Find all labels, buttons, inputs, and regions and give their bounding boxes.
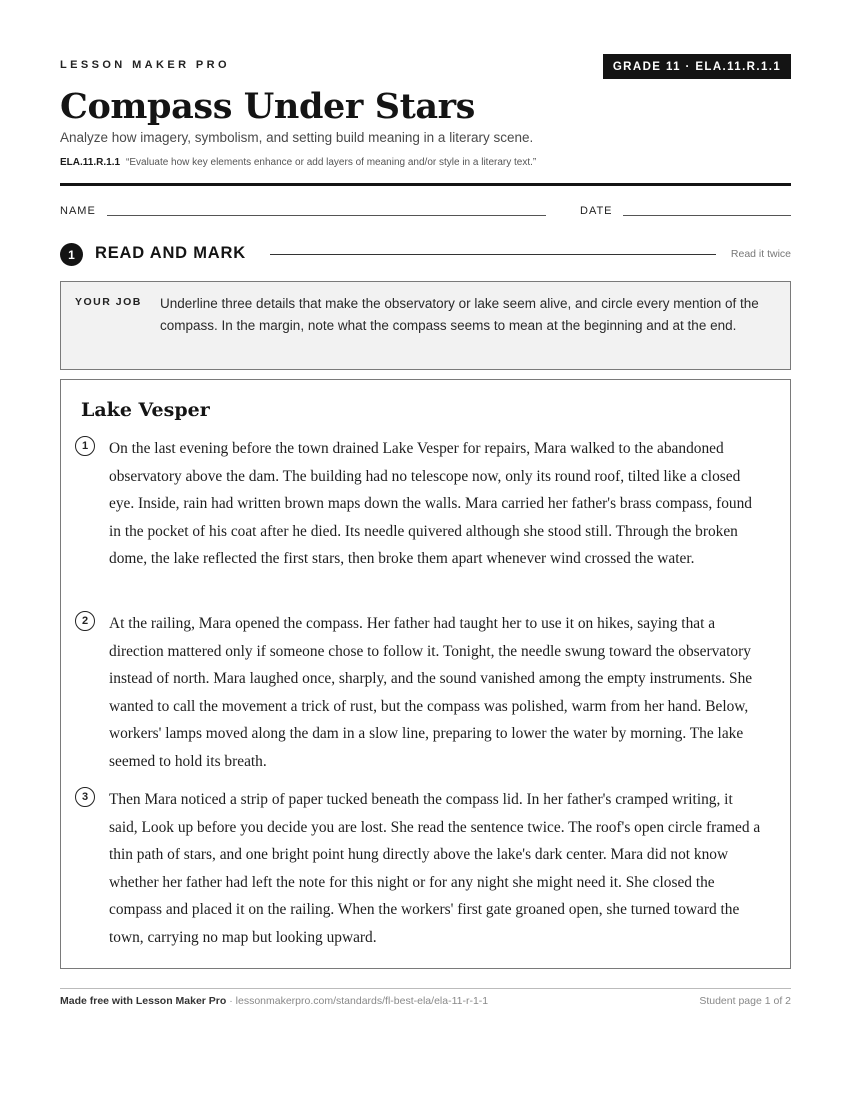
instructions-box — [60, 281, 791, 370]
section-title: READ AND MARK — [95, 244, 246, 262]
standard-text: “Evaluate how key elements enhance or add layers of meaning and/or style in a literary text.” — [126, 157, 537, 168]
footer-url[interactable]: · lessonmakerpro.com/standards/fl-best-ela/ela-11-r-1-1 — [229, 995, 489, 1007]
page-title: Compass Under Stars — [60, 86, 475, 127]
passage-title: Lake Vesper — [81, 399, 210, 421]
grade-standard-badge: GRADE 11 · ELA.11.R.1.1 — [603, 54, 791, 79]
section-divider — [270, 254, 716, 255]
worksheet-page — [60, 0, 791, 1100]
paragraph-text: Then Mara noticed a strip of paper tucked beneath the compass lid. In her father's cramped writing, it said, Look up before you decide you are lost. She read the sentence twice. The roof's open circle framed a thin path of stars, and one bright point hung directly above the lake's dark center. Mara did not know whether her father had left the note for this night or for any night she might need it. She closed the compass and placed it on the railing. When the workers' first gate groaned open, she turned toward the town, carrying no map but looking upward. — [109, 791, 761, 946]
paragraph-text: At the railing, Mara opened the compass. Her father had taught her to use it on hikes, saying that a direction mattered only if someone chose to follow it. Tonight, the needle swung toward the observatory instead of north. Mara laughed once, sharply, and the sound vanished among the empty instruments. She wanted to call the movement a trick of rust, but the compass was polished, warm from her hand. Below, workers' lamps moved along the dam in a slow line, preparing to lower the water by morning. The lake seemed to hold its breath. — [109, 615, 753, 770]
footer-brand: Made free with Lesson Maker Pro — [60, 995, 227, 1007]
paragraph-number: 1 — [75, 436, 95, 456]
page-indicator: Student page 1 of 2 — [699, 995, 791, 1007]
footer-divider — [60, 988, 791, 989]
instructions-text: Underline three details that make the observatory or lake seem alive, and circle every mention of the compass. In the margin, note what the compass seems to mean at the beginning and at the end. — [160, 296, 759, 333]
reading-passage — [60, 379, 791, 969]
page-subtitle: Analyze how imagery, symbolism, and setting build meaning in a literary scene. — [60, 130, 534, 145]
section-number-badge: 1 — [60, 243, 83, 266]
date-field[interactable] — [623, 215, 791, 216]
header-divider — [60, 183, 791, 186]
passage-paragraph-1 — [75, 435, 765, 600]
passage-paragraph-3 — [75, 786, 765, 951]
paragraph-text: On the last evening before the town drained Lake Vesper for repairs, Mara walked to the abandoned observatory above the dam. The building had no telescope now, only its round roof, tilted like a closed eye. Inside, rain had written brown maps down the walls. Mara carried her father's brass compass, found in the pocket of his coat after he died. Its needle quivered although she stood still. Through the broken dome, the lake reflected the first stars, then broke them apart whenever wind crossed the water. — [109, 440, 752, 568]
name-field[interactable] — [107, 215, 546, 216]
instructions-label: YOUR JOB — [75, 296, 142, 308]
name-label: NAME — [60, 205, 96, 217]
standard-description — [60, 157, 536, 168]
paragraph-number: 3 — [75, 787, 95, 807]
footer-credit — [60, 995, 488, 1007]
brand-name: LESSON MAKER PRO — [60, 59, 230, 71]
date-label: DATE — [580, 205, 613, 217]
section-note: Read it twice — [730, 248, 791, 260]
passage-paragraph-2 — [75, 610, 765, 775]
paragraph-number: 2 — [75, 611, 95, 631]
standard-code: ELA.11.R.1.1 — [60, 157, 121, 168]
